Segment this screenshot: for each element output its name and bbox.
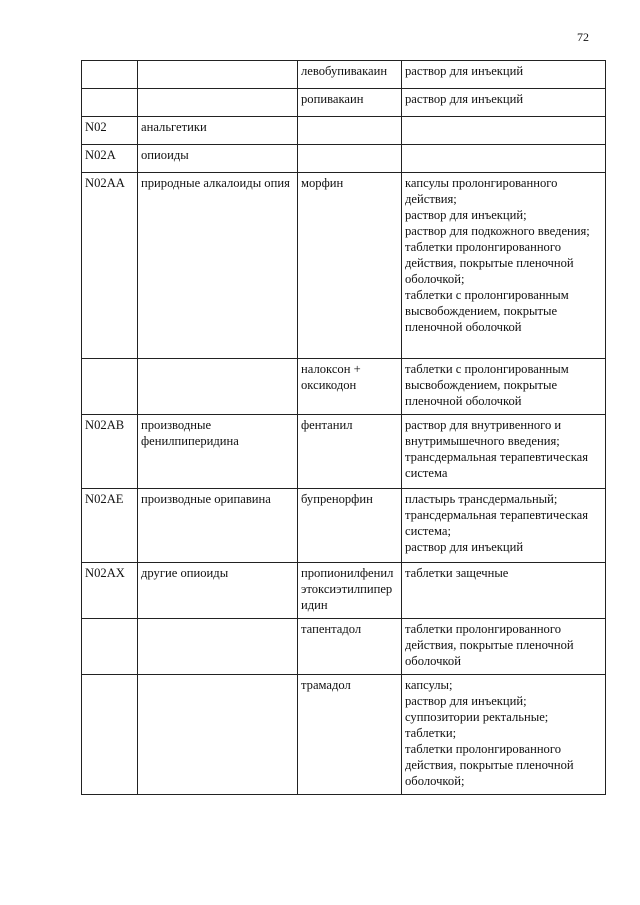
table-row <box>82 359 606 415</box>
table-row <box>82 117 606 145</box>
dosage-form-line: раствор для инъекций <box>405 540 524 554</box>
table-row <box>82 675 606 795</box>
dosage-form-line: таблетки с пролонгированным высвобождением, покрытые пленочной оболочкой <box>405 288 569 334</box>
group-cell: другие опиоиды <box>138 563 298 619</box>
dosage-form-cell <box>402 145 606 173</box>
dosage-form-line: капсулы; <box>405 678 453 692</box>
dosage-form-cell <box>402 173 606 359</box>
dosage-form-line: раствор для подкожного введения; <box>405 224 590 238</box>
table-row <box>82 145 606 173</box>
table-row <box>82 61 606 89</box>
group-cell <box>138 89 298 117</box>
group-cell <box>138 359 298 415</box>
group-cell <box>138 61 298 89</box>
dosage-form-line: таблетки пролонгированного действия, покрытые пленочной оболочкой <box>405 622 574 668</box>
atc-code-cell <box>82 619 138 675</box>
inn-cell <box>298 145 402 173</box>
table-row <box>82 173 606 359</box>
dosage-form-cell <box>402 489 606 563</box>
inn-cell: пропионилфенилэтоксиэтилпиперидин <box>298 563 402 619</box>
table-row <box>82 619 606 675</box>
dosage-form-cell <box>402 619 606 675</box>
page-number: 72 <box>577 30 589 44</box>
inn-cell <box>298 117 402 145</box>
dosage-form-line: трансдермальная терапевтическая система; <box>405 508 589 538</box>
drug-table <box>81 60 606 795</box>
inn-cell: ропивакаин <box>298 89 402 117</box>
group-cell: опиоиды <box>138 145 298 173</box>
group-cell: производные фенилпиперидина <box>138 415 298 489</box>
dosage-form-line: трансдермальная терапевтическая система <box>405 450 589 480</box>
inn-cell: фентанил <box>298 415 402 489</box>
atc-code-cell <box>82 675 138 795</box>
dosage-form-line: таблетки пролонгированного действия, покрытые пленочной оболочкой; <box>405 240 574 286</box>
dosage-form-cell <box>402 359 606 415</box>
dosage-form-line: раствор для инъекций <box>405 64 524 78</box>
dosage-form-line: раствор для инъекций; <box>405 208 527 222</box>
inn-cell: бупренорфин <box>298 489 402 563</box>
dosage-form-line: суппозитории ректальные; <box>405 710 549 724</box>
dosage-form-cell <box>402 117 606 145</box>
table-row <box>82 89 606 117</box>
dosage-form-line: таблетки защечные <box>405 566 509 580</box>
atc-code-cell <box>82 89 138 117</box>
inn-cell: налоксон + оксикодон <box>298 359 402 415</box>
group-cell: анальгетики <box>138 117 298 145</box>
atc-code-cell: N02 <box>82 117 138 145</box>
dosage-form-cell <box>402 675 606 795</box>
dosage-form-line: раствор для инъекций <box>405 92 524 106</box>
inn-cell: трамадол <box>298 675 402 795</box>
table-row <box>82 563 606 619</box>
atc-code-cell: N02AB <box>82 415 138 489</box>
dosage-form-cell <box>402 415 606 489</box>
atc-code-cell: N02AX <box>82 563 138 619</box>
dosage-form-cell <box>402 563 606 619</box>
dosage-form-line: таблетки; <box>405 726 457 740</box>
group-cell: природные алкалоиды опия <box>138 173 298 359</box>
dosage-form-line: раствор для внутривенного и внутримышечного введения; <box>405 418 562 448</box>
dosage-form-line: раствор для инъекций; <box>405 694 527 708</box>
inn-cell: левобупивакаин <box>298 61 402 89</box>
dosage-form-line: капсулы пролонгированного действия; <box>405 176 558 206</box>
dosage-form-line: таблетки пролонгированного действия, покрытые пленочной оболочкой; <box>405 742 574 788</box>
inn-cell: морфин <box>298 173 402 359</box>
group-cell <box>138 675 298 795</box>
dosage-form-line: таблетки с пролонгированным высвобождением, покрытые пленочной оболочкой <box>405 362 569 408</box>
group-cell <box>138 619 298 675</box>
atc-code-cell <box>82 61 138 89</box>
table-row <box>82 415 606 489</box>
atc-code-cell: N02A <box>82 145 138 173</box>
atc-code-cell: N02AA <box>82 173 138 359</box>
atc-code-cell <box>82 359 138 415</box>
group-cell: производные орипавина <box>138 489 298 563</box>
dosage-form-cell <box>402 61 606 89</box>
dosage-form-line: пластырь трансдермальный; <box>405 492 558 506</box>
atc-code-cell: N02AE <box>82 489 138 563</box>
dosage-form-cell <box>402 89 606 117</box>
inn-cell: тапентадол <box>298 619 402 675</box>
table-row <box>82 489 606 563</box>
